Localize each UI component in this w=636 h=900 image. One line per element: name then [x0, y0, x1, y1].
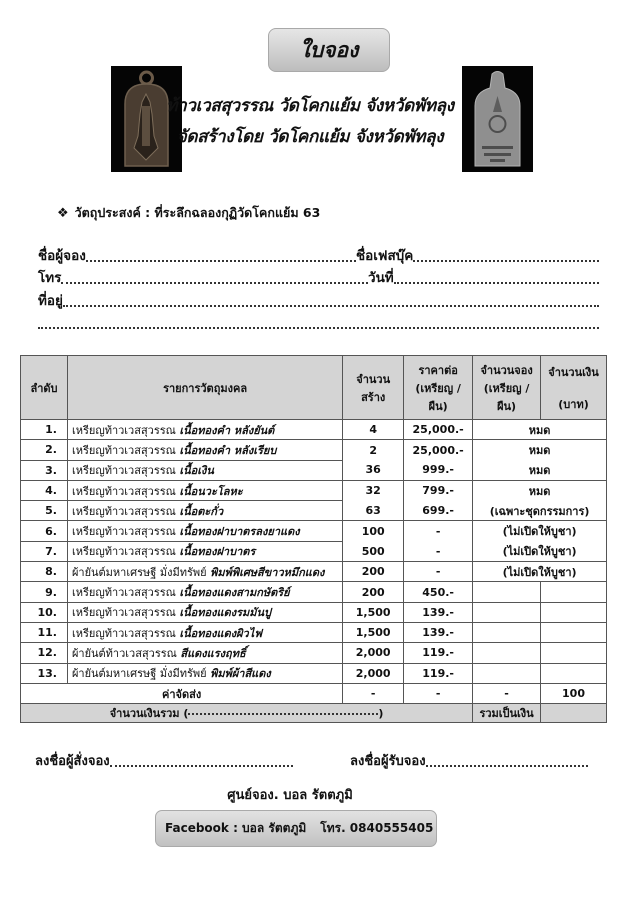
- table-row: [21, 440, 607, 460]
- receiver-signature-label: ลงชื่อผู้รับจอง: [350, 754, 426, 769]
- header-qty-made-line1: จำนวน: [356, 372, 391, 386]
- shipping-row: [21, 683, 607, 703]
- row-qty: 2,000: [343, 643, 404, 663]
- order-table: [20, 355, 607, 723]
- row-qty: 200: [343, 582, 404, 602]
- item-variant: เนื้อตะกั่ว: [179, 504, 224, 518]
- item-name: ผ้ายันต์ท้าวเวสสุวรรณ: [71, 646, 177, 660]
- row-qty: 32: [343, 480, 404, 500]
- row-price: -: [404, 562, 473, 582]
- address-field[interactable]: [63, 305, 599, 307]
- item-name: เหรียญท้าวเวสสุวรรณ: [71, 443, 176, 457]
- form-row-phone: [38, 266, 599, 289]
- header-reserve-line2: (เหรียญ / ผืน): [483, 381, 530, 413]
- row-item: [67, 420, 342, 440]
- amulet-back-image: [462, 66, 533, 172]
- table-row: [21, 460, 607, 480]
- amulet-front-image: [111, 66, 182, 172]
- row-no: 5.: [21, 501, 68, 521]
- page-title: ใบจอง: [268, 28, 390, 72]
- row-item: [67, 562, 342, 582]
- table-row: [21, 501, 607, 521]
- item-variant: พิมพ์พิเศษสีขาวหมึกแดง: [210, 565, 325, 579]
- header-amount: [541, 356, 607, 420]
- row-no: 12.: [21, 643, 68, 663]
- row-qty: 2,000: [343, 663, 404, 683]
- item-name: เหรียญท้าวเวสสุวรรณ: [71, 545, 176, 559]
- item-name: เหรียญท้าวเวสสุวรรณ: [71, 464, 176, 478]
- row-price: 999.-: [404, 460, 473, 480]
- table-row: [21, 582, 607, 602]
- item-variant: เนื้อทองคำ หลังยันต์: [179, 423, 275, 437]
- header-qty-made: [343, 356, 404, 420]
- row-item: [67, 622, 342, 642]
- table-row: [21, 622, 607, 642]
- facebook-name-field[interactable]: [413, 260, 599, 262]
- row-item: [67, 663, 342, 683]
- item-variant: เนื้อเงิน: [179, 464, 214, 478]
- item-name: เหรียญท้าวเวสสุวรรณ: [71, 586, 176, 600]
- item-variant: สีแดงแรงฤทธิ์: [180, 646, 246, 660]
- row-status: (ไม่เปิดให้บูชา): [473, 521, 607, 541]
- amulet-front-icon: [111, 66, 182, 172]
- date-field[interactable]: [394, 282, 599, 284]
- row-item: [67, 440, 342, 460]
- facebook-name-label: ชื่อเฟสบุ๊ค: [356, 247, 414, 264]
- row-price: 799.-: [404, 480, 473, 500]
- row-status: หมด: [473, 460, 607, 480]
- row-reserve-input[interactable]: [473, 663, 541, 683]
- row-no: 11.: [21, 622, 68, 642]
- orderer-signature-label: ลงชื่อผู้สั่งจอง: [35, 754, 110, 769]
- row-qty: 200: [343, 562, 404, 582]
- header-item: รายการวัตถุมงคล: [67, 356, 342, 420]
- header-price: [404, 356, 473, 420]
- row-amount-input[interactable]: [541, 602, 607, 622]
- facebook-contact: Facebook : บอล รัตตภูมิ: [165, 821, 307, 835]
- row-item: [67, 480, 342, 500]
- shipping-qty: -: [343, 683, 404, 703]
- total-sum-label: รวมเป็นเงิน: [473, 704, 541, 723]
- row-status: หมด: [473, 480, 607, 500]
- total-label: [21, 704, 473, 723]
- row-price: 119.-: [404, 663, 473, 683]
- item-variant: พิมพ์ผ้าสีแดง: [210, 667, 271, 681]
- row-price: 25,000.-: [404, 440, 473, 460]
- row-price: 450.-: [404, 582, 473, 602]
- row-no: 4.: [21, 480, 68, 500]
- row-status: (ไม่เปิดให้บูชา): [473, 562, 607, 582]
- row-status: หมด: [473, 440, 607, 460]
- header-qty-made-line2: สร้าง: [361, 390, 386, 404]
- row-no: 6.: [21, 521, 68, 541]
- item-name: เหรียญท้าวเวสสุวรรณ: [71, 504, 176, 518]
- phone-contact: โทร. 0840555405: [320, 821, 434, 835]
- shipping-price: -: [404, 683, 473, 703]
- booking-form: [38, 243, 599, 333]
- item-variant: เนื้อนวะโลหะ: [179, 484, 243, 498]
- row-qty: 4: [343, 420, 404, 440]
- address-label: ที่อยู่: [38, 292, 63, 309]
- shipping-reserve: -: [473, 683, 541, 703]
- total-label-suffix: ): [378, 707, 384, 721]
- table-row: [21, 480, 607, 500]
- item-name: เหรียญท้าวเวสสุวรรณ: [71, 484, 176, 498]
- row-status: (ไม่เปิดให้บูชา): [473, 541, 607, 561]
- row-item: [67, 541, 342, 561]
- item-variant: เนื้อทองฝาบาตร: [179, 545, 256, 559]
- table-row: [21, 521, 607, 541]
- row-price: -: [404, 521, 473, 541]
- row-item: [67, 460, 342, 480]
- header-price-line1: ราคาต่อ: [418, 363, 458, 377]
- row-status: (เฉพาะชุดกรรมการ): [473, 501, 607, 521]
- row-amount-input[interactable]: [541, 643, 607, 663]
- row-reserve-input[interactable]: [473, 622, 541, 642]
- header-price-line2: (เหรียญ / ผืน): [415, 381, 461, 413]
- table-row: [21, 562, 607, 582]
- row-item: [67, 582, 342, 602]
- receiver-signature: [350, 750, 588, 771]
- row-reserve-input[interactable]: [473, 602, 541, 622]
- table-row: [21, 541, 607, 561]
- row-amount-input[interactable]: [541, 622, 607, 642]
- name-label: ชื่อผู้จอง: [38, 247, 86, 264]
- row-item: [67, 643, 342, 663]
- diamond-bullet-icon: ❖: [57, 205, 69, 221]
- table-row: [21, 420, 607, 440]
- item-name: เหรียญท้าวเวสสุวรรณ: [71, 606, 176, 620]
- row-item: [67, 602, 342, 622]
- address-field-line-2[interactable]: [38, 327, 599, 329]
- row-no: 9.: [21, 582, 68, 602]
- total-words-field[interactable]: [188, 713, 378, 715]
- row-qty: 2: [343, 440, 404, 460]
- row-no: 7.: [21, 541, 68, 561]
- row-qty: 36: [343, 460, 404, 480]
- row-price: 699.-: [404, 501, 473, 521]
- shipping-amount: 100: [541, 683, 607, 703]
- row-no: 2.: [21, 440, 68, 460]
- table-row: [21, 602, 607, 622]
- receiver-signature-field[interactable]: [426, 765, 588, 767]
- item-name: ผ้ายันต์มหาเศรษฐี มั่งมีทรัพย์: [71, 565, 207, 579]
- row-no: 13.: [21, 663, 68, 683]
- booking-center-name: ศูนย์จอง. บอล รัตตภูมิ: [227, 788, 353, 803]
- row-qty: 1,500: [343, 602, 404, 622]
- item-variant: เนื้อทองฝาบาตรลงยาแดง: [179, 525, 300, 539]
- orderer-signature: [35, 750, 293, 771]
- row-item: [67, 501, 342, 521]
- row-item: [67, 521, 342, 541]
- row-reserve-input[interactable]: [473, 582, 541, 602]
- row-price: 139.-: [404, 622, 473, 642]
- row-amount-input[interactable]: [541, 582, 607, 602]
- row-no: 8.: [21, 562, 68, 582]
- form-row-address-2: [38, 311, 599, 334]
- contact-box: [155, 810, 437, 847]
- item-variant: เนื้อทองคำ หลังเรียบ: [179, 443, 277, 457]
- row-price: 139.-: [404, 602, 473, 622]
- header-reserve-line1: จำนวนจอง: [480, 363, 533, 377]
- date-label: วันที่: [368, 270, 394, 286]
- row-price: 119.-: [404, 643, 473, 663]
- subtitle-line-1: ท้าวเวสสุวรรณ วัดโคกแย้ม จังหวัดพัทลุง: [166, 96, 454, 116]
- form-row-name: [38, 243, 599, 266]
- name-field[interactable]: [86, 260, 356, 262]
- shipping-label: ค่าจัดส่ง: [21, 683, 343, 703]
- item-name: เหรียญท้าวเวสสุวรรณ: [71, 626, 176, 640]
- item-name: เหรียญท้าวเวสสุวรรณ: [71, 423, 176, 437]
- table-header-row: [21, 356, 607, 420]
- header-reserve: [473, 356, 541, 420]
- item-name: ผ้ายันต์มหาเศรษฐี มั่งมีทรัพย์: [71, 667, 207, 681]
- total-row: [21, 704, 607, 723]
- header-amount-line2: (บาท): [558, 397, 589, 411]
- item-variant: เนื้อทองแดงรมมันปู: [179, 606, 271, 620]
- orderer-signature-field[interactable]: [110, 765, 293, 767]
- amulet-back-icon: [462, 66, 533, 172]
- form-row-address: [38, 288, 599, 311]
- total-sum-input[interactable]: [541, 704, 607, 723]
- phone-label: โทร: [38, 270, 62, 286]
- row-qty: 500: [343, 541, 404, 561]
- row-price: 25,000.-: [404, 420, 473, 440]
- table-row: [21, 663, 607, 683]
- total-label-prefix: จำนวนเงินรวม (: [109, 707, 189, 721]
- row-qty: 63: [343, 501, 404, 521]
- row-no: 10.: [21, 602, 68, 622]
- item-name: เหรียญท้าวเวสสุวรรณ: [71, 525, 176, 539]
- row-price: -: [404, 541, 473, 561]
- row-reserve-input[interactable]: [473, 643, 541, 663]
- row-amount-input[interactable]: [541, 663, 607, 683]
- objective-text: วัตถุประสงค์ : ที่ระลึกฉลองกุฏิวัดโคกแย้ม 63: [74, 205, 321, 220]
- item-variant: เนื้อทองแดงสามกษัตริย์: [179, 586, 290, 600]
- phone-field[interactable]: [61, 282, 368, 284]
- row-qty: 1,500: [343, 622, 404, 642]
- row-qty: 100: [343, 521, 404, 541]
- row-no: 1.: [21, 420, 68, 440]
- header-amount-line1: จำนวนเงิน: [548, 365, 599, 379]
- item-variant: เนื้อทองแดงผิวไฟ: [179, 626, 263, 640]
- subtitle-line-2: จัดสร้างโดย วัดโคกแย้ม จังหวัดพัทลุง: [176, 127, 444, 147]
- header-no: ลำดับ: [21, 356, 68, 420]
- row-status: หมด: [473, 420, 607, 440]
- row-no: 3.: [21, 460, 68, 480]
- objective: [57, 203, 320, 223]
- table-row: [21, 643, 607, 663]
